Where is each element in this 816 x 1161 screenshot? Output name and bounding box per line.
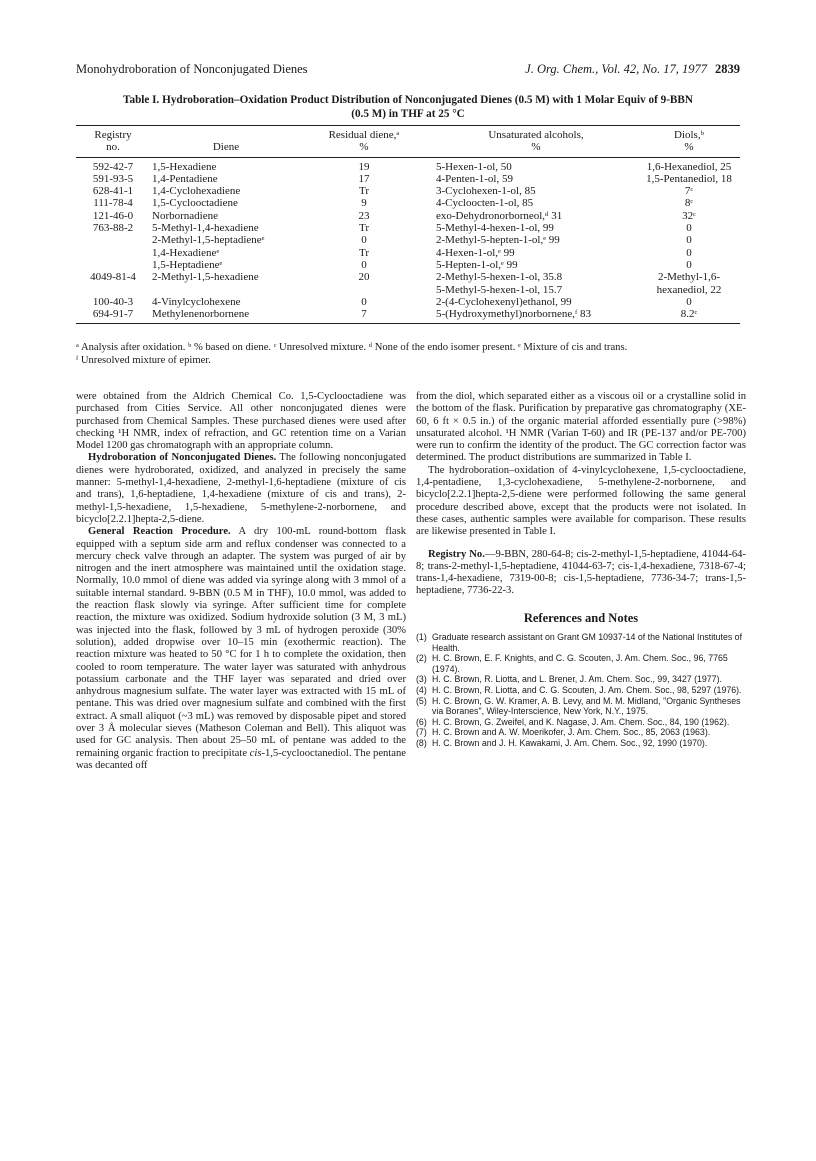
- cell-residual: [302, 284, 426, 296]
- header-diene: Diene: [150, 141, 302, 157]
- cell-registry: [76, 284, 150, 296]
- references-list: [416, 632, 746, 749]
- cell-diene: 1,5-Cyclooctadiene: [152, 197, 238, 210]
- header-registry: Registry: [76, 126, 150, 142]
- cell-registry: [76, 259, 150, 271]
- cell-residual: 17: [358, 172, 370, 185]
- running-title: Monohydroboration of Nonconjugated Dienes: [76, 62, 308, 76]
- table-row: [76, 247, 740, 259]
- reference-number: (4): [416, 685, 427, 696]
- cell-alcohol: 2-Methyl-5-hepten-1-ol,ᵉ 99: [436, 234, 560, 247]
- cell-diene: 1,4-Pentadiene: [152, 172, 218, 185]
- cell-residual: 7: [302, 308, 426, 324]
- cell-diol: 0: [686, 222, 692, 235]
- reference-text: H. C. Brown and A. W. Moerikofer, J. Am. Chem. Soc., 85, 2063 (1963).: [432, 727, 711, 738]
- reference-number: (6): [416, 716, 427, 727]
- cell-diene: 1,4-Hexadieneᵉ: [152, 246, 220, 259]
- table-row: [76, 284, 740, 296]
- reference-item: [416, 696, 746, 717]
- references-title: References and Notes: [523, 610, 639, 625]
- cell-diol: 1,5-Pentanediol, 18: [646, 172, 732, 185]
- cell-diol: 0: [686, 246, 692, 259]
- cell-registry: [76, 234, 150, 246]
- header-alcohols: Unsaturated alcohols,: [426, 126, 638, 142]
- table-footnotes: [76, 342, 744, 367]
- product-distribution-table: [76, 125, 740, 324]
- left-paragraph-1: were obtained from the Aldrich Chemical Co. 1,5-Cyclooctadiene was purchased from Cities Service. All other nonconjugated dienes were purchased from Chemical Samples. These purchased dienes were used after checking ¹H NMR, index of refraction, and GC retention time on a Varian Model 1200 gas chromatograph with an appropriate column.: [76, 391, 406, 452]
- cell-residual: 19: [358, 160, 370, 173]
- reference-text: H. C. Brown and J. H. Kawakami, J. Am. Chem. Soc., 92, 1990 (1970).: [432, 737, 708, 748]
- cell-residual: Tr: [359, 185, 369, 198]
- reference-number: (1): [416, 632, 427, 643]
- cell-alcohol: 2-(4-Cyclohexenyl)ethanol, 99: [436, 295, 572, 308]
- cell-alcohol: 4-Penten-1-ol, 59: [436, 172, 513, 185]
- reference-text: H. C. Brown, G. W. Kramer, A. B. Levy, and M. M. Midland, "Organic Syntheses via Boranes", Wiley-Interscience, New York, N.Y., 1975.: [432, 695, 741, 717]
- cell-diol: 0: [686, 234, 692, 247]
- reference-number: (5): [416, 695, 427, 706]
- table-row: [76, 234, 740, 246]
- cell-alcohol: 5-Methyl-5-hexen-1-ol, 15.7: [436, 283, 563, 296]
- cell-diol: hexanediol, 22: [656, 283, 722, 296]
- table-row: [76, 308, 740, 324]
- footnote-line2: ᶠ Unresolved mixture of epimer.: [76, 354, 211, 366]
- header-registry-no: no.: [76, 141, 150, 157]
- left-paragraph-2-body: The following nonconjugated dienes were hydroborated, oxidized, and analyzed in precisely the same manner: 5-methyl-1,4-hexadiene, 2-methyl-1,6-heptadiene (mixture of cis and trans), 1,6-heptadiene, 1,4-hexadiene (mixture of cis and trans), 2-methyl-1,5-hexadiene, 1,5-hexadiene, 5-methylene-2-norbornene, and bicyclo[2.2.1]hepta-2,5-diene.: [76, 452, 406, 525]
- cell-diene: Methylenenorbornene: [150, 308, 302, 324]
- table-row: [76, 157, 740, 173]
- registry-body: —9-BBN, 280-64-8; cis-2-methyl-1,5-heptadiene, 41044-64-8; trans-2-methyl-1,5-heptadiene, 41044-63-7; cis-1,4-hexadiene, 7318-67-4; trans-1,4-hexadiene, 7319-00-8; cis-1,5-heptadiene, 7736-34-7; trans-1,5-heptadiene, 7736-22-3.: [416, 548, 746, 597]
- section-head-procedure: General Reaction Procedure.: [88, 526, 231, 538]
- cell-residual: 0: [361, 295, 367, 308]
- cell-alcohol: 5-Hepten-1-ol,ᵉ 99: [436, 258, 518, 271]
- cell-diol: 32ᶜ: [682, 209, 696, 222]
- cell-diol: 8.2ᶜ: [638, 308, 740, 324]
- table-caption-line2: (0.5 M) in THF at 25 °C: [351, 107, 465, 120]
- cell-alcohol: 5-(Hydroxymethyl)norbornene,ᶠ 83: [426, 308, 638, 324]
- cell-alcohol: 5-Hexen-1-ol, 50: [436, 160, 512, 173]
- registry-head: Registry No.: [428, 548, 485, 560]
- reference-item: [416, 632, 746, 653]
- cell-registry: [76, 247, 150, 259]
- table-row: [76, 185, 740, 197]
- cell-registry: 4049-81-4: [90, 271, 136, 284]
- reference-text: H. C. Brown, R. Liotta, and L. Brener, J. Am. Chem. Soc., 99, 3427 (1977).: [432, 674, 722, 685]
- header-residual-unit: %: [302, 141, 426, 157]
- cell-registry: 100-40-3: [92, 295, 134, 308]
- cell-alcohol: 2-Methyl-5-hexen-1-ol, 35.8: [436, 271, 563, 284]
- cell-diol: 2-Methyl-1,6-: [657, 271, 720, 284]
- cell-registry: 763-88-2: [92, 222, 134, 235]
- table-row: [76, 197, 740, 209]
- cell-alcohol: 3-Cyclohexen-1-ol, 85: [436, 185, 536, 198]
- left-paragraph-3-end: -1,5-cyclooctanediol. The pentane was decanted off: [76, 747, 406, 771]
- reference-text: H. C. Brown, G. Zweifel, and K. Nagase, J. Am. Chem. Soc., 84, 190 (1962).: [432, 716, 730, 727]
- cell-residual: 20: [358, 271, 370, 284]
- cell-diol: 1,6-Hexanediol, 25: [646, 160, 732, 173]
- registry-paragraph: [416, 549, 746, 598]
- journal-header: [525, 62, 740, 77]
- cell-alcohol: 5-Methyl-4-hexen-1-ol, 99: [436, 222, 554, 235]
- right-column: [416, 391, 746, 749]
- reference-item: [416, 717, 746, 728]
- reference-text: H. C. Brown, R. Liotta, and C. G. Scouten, J. Am. Chem. Soc., 98, 5297 (1976).: [432, 685, 742, 696]
- cell-registry: 592-42-7: [92, 160, 134, 173]
- reference-item: [416, 738, 746, 749]
- cell-residual: Tr: [359, 246, 369, 259]
- table-row: [76, 210, 740, 222]
- cell-diene: 2-Methyl-1,5-heptadieneᵉ: [152, 234, 265, 247]
- header-diols-unit: %: [638, 141, 740, 157]
- header-diols: Diols,ᵇ: [638, 126, 740, 142]
- table-caption-line1: Table I. Hydroboration–Oxidation Product Distribution of Nonconjugated Dienes (0.5 M) with 1 Molar Equiv of 9-BBN: [123, 94, 693, 106]
- reference-number: (7): [416, 727, 427, 738]
- table-row: [76, 259, 740, 271]
- table-caption: [76, 94, 740, 121]
- cell-diol: 0: [686, 295, 692, 308]
- cell-diol: 8ᶜ: [684, 197, 694, 210]
- header-residual: Residual diene,ᵃ: [302, 126, 426, 142]
- cell-diol: 7ᶜ: [684, 185, 694, 198]
- right-paragraph-2: The hydroboration–oxidation of 4-vinylcyclohexene, 1,5-cyclooctadiene, 1,4-pentadiene, 1,3-cyclohexadiene, 5-methylene-2-norbornene, and bicyclo[2.2.1]hepta-2,5-diene were performed following the same general procedure described above, except that the products were not isolated. In these cases, authentic samples were available for comparison. These results are likewise presented in Table I.: [416, 464, 746, 538]
- left-paragraph-3-body: A dry 100-mL round-bottom flask equipped with a septum side arm and reflux condenser was connected to a mercury check valve through an adapter. The system was purged of air by nitrogen and the inert atmosphere was maintained until the oxidation stage. Normally, 10.0 mmol of diene was added via syringe along with 3 mmol of a suitable internal standard. 9-BBN (0.5 M in THF), 10.0 mmol, was added to the reaction flask slowly via syringe. After sufficient time for complete reaction, the mixture was oxidized. Sodium hydroxide solution (3 M, 3 mL) was injected into the flask, followed by 3 mL of hydrogen peroxide (30% solution), added dropwise over 10–15 min (exothermic reaction). The reaction mixture was heated to 50 °C for 1 h to complete the oxidation, then cooled to room temperature. The water layer was saturated with anhydrous potassium carbonate and the THF layer was separated and dried over anhydrous magnesium sulfate. The water layer was extracted with 15 mL of pentane. This was dried over magnesium sulfate and combined with the first extract. A small aliquot (~3 mL) was removed by disposable pipet and stored over 3 Å molecular sieves (Matheson Coleman and Bell). This aliquot was used for GC analysis. Then about 25–50 mL of pentane was added to the remaining organic fraction to precipitate: [76, 526, 406, 759]
- reference-item: [416, 653, 746, 674]
- left-column: [76, 391, 406, 772]
- page-number: 2839: [715, 62, 740, 76]
- table-row: [76, 173, 740, 185]
- table-row: [76, 296, 740, 308]
- cell-diene: 5-Methyl-1,4-hexadiene: [152, 222, 259, 235]
- footnote-line1: ᵃ Analysis after oxidation. ᵇ % based on diene. ᶜ Unresolved mixture. ᵈ None of the endo isomer present. ᵉ Mixture of cis and trans.: [76, 342, 628, 353]
- cell-alcohol: 4-Hexen-1-ol,ᵉ 99: [436, 246, 515, 259]
- left-paragraph-3-italic: cis: [249, 747, 262, 759]
- header-diene-spacer: [150, 126, 302, 142]
- table-row: [76, 271, 740, 283]
- cell-registry: 628-41-1: [92, 185, 134, 198]
- reference-item: [416, 685, 746, 696]
- left-paragraph-3: [76, 526, 406, 772]
- reference-text: H. C. Brown, E. F. Knights, and C. G. Scouten, J. Am. Chem. Soc., 96, 7765 (1974).: [432, 653, 728, 674]
- cell-diene: 1,4-Cyclohexadiene: [152, 185, 241, 198]
- cell-residual: Tr: [359, 222, 369, 235]
- reference-number: (2): [416, 653, 427, 664]
- journal-citation: J. Org. Chem., Vol. 42, No. 17, 1977: [525, 62, 707, 76]
- cell-residual: 0: [361, 234, 367, 247]
- cell-diene: Norbornadiene: [152, 209, 218, 222]
- reference-text: Graduate research assistant on Grant GM 10937-14 of the National Institutes of Health.: [432, 632, 743, 653]
- cell-residual: 0: [361, 258, 367, 271]
- table-row: [76, 222, 740, 234]
- reference-number: (3): [416, 674, 427, 685]
- reference-item: [416, 727, 746, 738]
- cell-registry: 121-46-0: [92, 209, 134, 222]
- cell-registry: 694-91-7: [76, 308, 150, 324]
- reference-item: [416, 674, 746, 685]
- cell-residual: 9: [361, 197, 367, 210]
- section-head-hydroboration: Hydroboration of Nonconjugated Dienes.: [88, 452, 277, 464]
- cell-diene: 1,5-Hexadiene: [152, 160, 217, 173]
- right-paragraph-1: from the diol, which separated either as a viscous oil or a crystalline solid in the bottom of the flask. Purification by preparative gas chromatography (XE-60, 6 ft × 0.5 in.) of the organic material afforded essentially pure (>98%) unsaturated alcohol. ¹H NMR (Varian T-60) and IR (PE-137 and/or PE-700) were run to confirm the identity of the product. The GC correction factor was determined. The product distributions are summarized in Table I.: [416, 391, 746, 464]
- cell-diene: 1,5-Heptadieneᵉ: [152, 258, 223, 271]
- cell-alcohol: 4-Cycloocten-1-ol, 85: [436, 197, 534, 210]
- cell-diene: 2-Methyl-1,5-hexadiene: [152, 271, 259, 284]
- left-paragraph-2: [76, 452, 406, 526]
- cell-diene: 4-Vinylcyclohexene: [152, 295, 241, 308]
- cell-diol: 0: [686, 258, 692, 271]
- cell-registry: 111-78-4: [93, 197, 133, 210]
- reference-number: (8): [416, 737, 427, 748]
- cell-alcohol: exo-Dehydronorborneol,ᵈ 31: [436, 209, 563, 222]
- cell-registry: 591-93-5: [92, 172, 134, 185]
- header-alcohols-unit: %: [426, 141, 638, 157]
- cell-diene: [150, 284, 302, 296]
- cell-residual: 23: [358, 209, 370, 222]
